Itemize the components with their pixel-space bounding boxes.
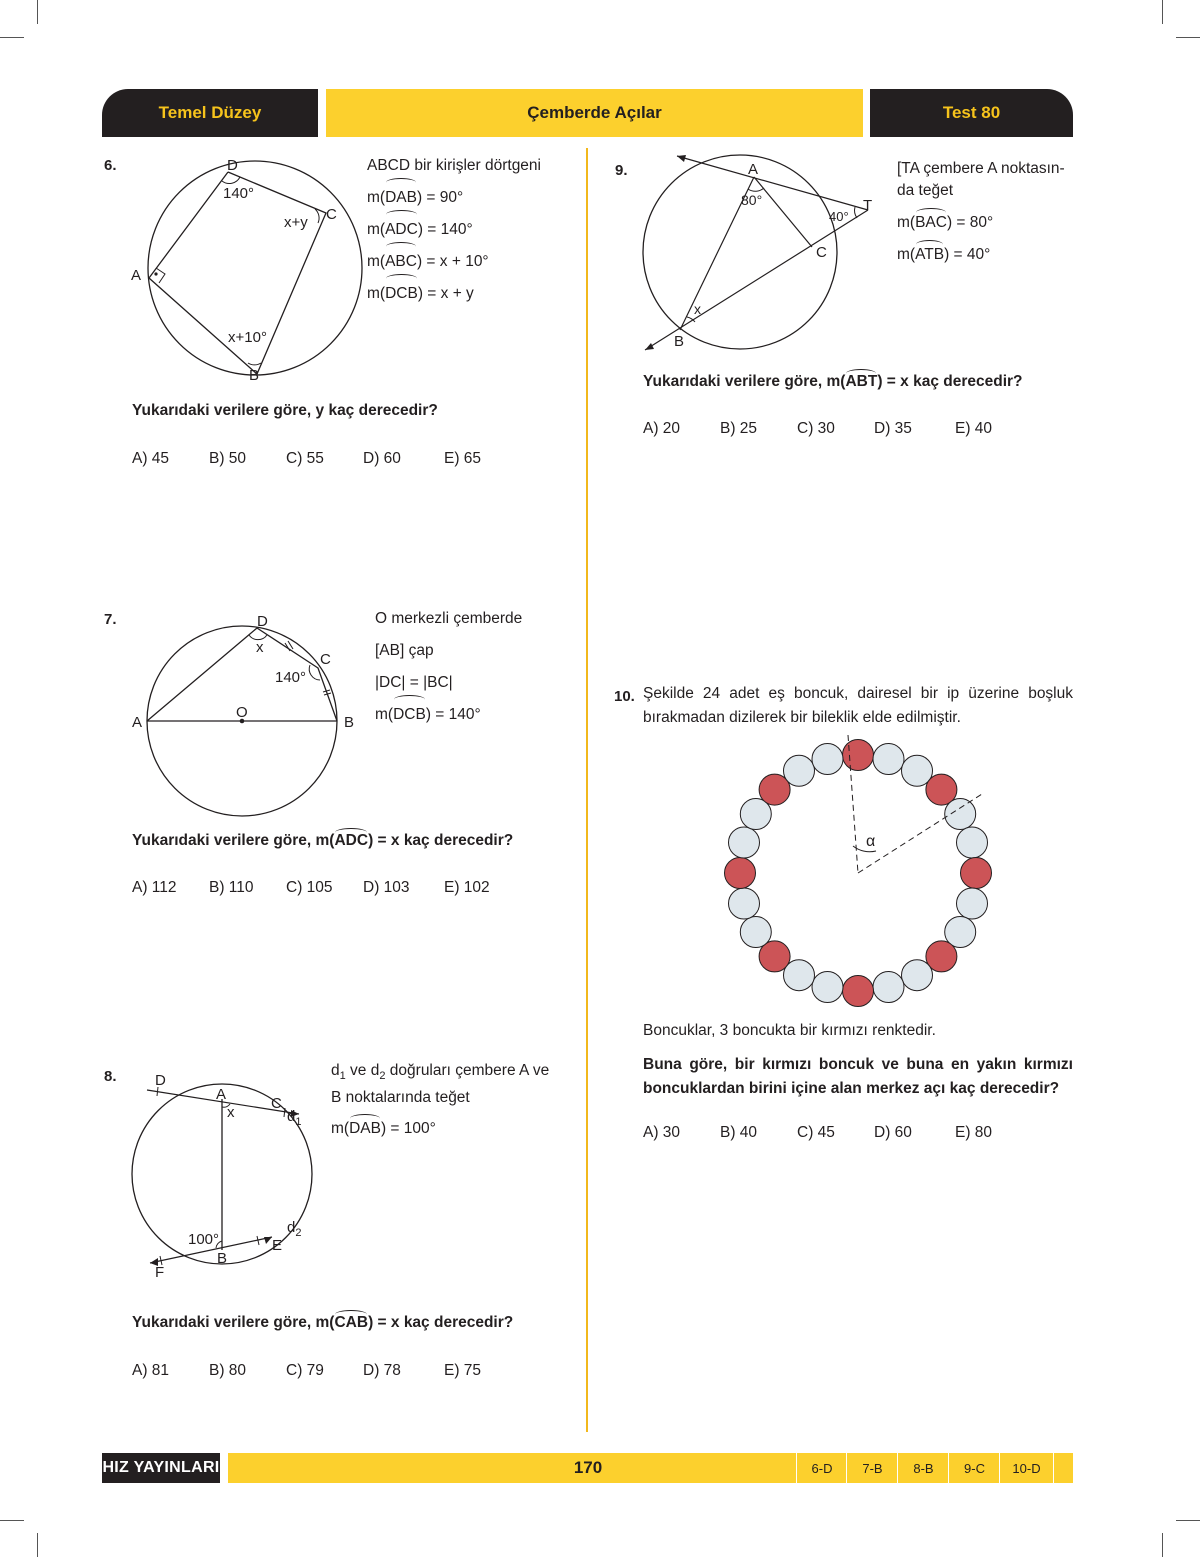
q7-given-3: |DC| = |BC| (375, 674, 453, 691)
crop-mark (37, 0, 38, 24)
q7-option-c[interactable]: C) 105 (286, 879, 333, 896)
q8-label-E: E (272, 1237, 283, 1254)
q8-label-D: D (155, 1072, 166, 1089)
q6-label-A: A (131, 267, 142, 284)
q8-option-c[interactable]: C) 79 (286, 1362, 324, 1379)
answer-key-7: 7-B (846, 1453, 898, 1483)
q10-option-d[interactable]: D) 60 (874, 1124, 912, 1141)
q6-option-a[interactable]: A) 45 (132, 450, 170, 467)
q9-label-A: A (748, 161, 759, 178)
q9-label-B: B (674, 333, 685, 350)
red-bead (843, 740, 874, 771)
q8-label-d1: $d_1$ (287, 1108, 302, 1128)
q9-angle-T: 40° (829, 209, 849, 224)
q8-option-d[interactable]: D) 78 (363, 1362, 401, 1379)
q9-given-4: m(ATB) = 40° (897, 244, 1065, 266)
q10-question-2: boncuklardan birini içine alan merkez açı kaç derecedir? (643, 1080, 1060, 1097)
q7-angle-C: 140° (275, 669, 307, 686)
q9-options (643, 420, 992, 438)
q6-givens (367, 150, 541, 310)
publisher-name: HIZ YAYINLARI (102, 1459, 220, 1476)
test-tab (870, 89, 1073, 137)
q8-label-d2: $d_2$ (287, 1219, 302, 1239)
q10-option-b[interactable]: B) 40 (720, 1124, 758, 1141)
q6-given-4: m(ABC) = x + 10° (367, 246, 541, 278)
white-bead (740, 917, 771, 948)
q6-option-c[interactable]: C) 55 (286, 450, 324, 467)
answer-key-6: 6-D (796, 1453, 847, 1483)
q8-figure (125, 1062, 325, 1287)
q9-option-c[interactable]: C) 30 (797, 420, 835, 437)
arc-ATB: ATB (915, 244, 944, 266)
white-bead (812, 972, 843, 1003)
q9-given-2: da teğet (897, 182, 954, 199)
q7-label-C: C (320, 651, 331, 668)
q8-option-e[interactable]: E) 75 (444, 1362, 482, 1379)
q10-option-c[interactable]: C) 45 (797, 1124, 835, 1141)
white-bead (945, 799, 976, 830)
red-bead (843, 976, 874, 1007)
q7-angle-D: x (256, 639, 264, 656)
q10-question (643, 1053, 1073, 1101)
arc-DAB: DAB (385, 182, 417, 214)
title-tab (326, 89, 863, 137)
page-number: 170 (573, 1458, 603, 1477)
q9-label-C: C (816, 244, 827, 261)
publisher-logo (102, 1453, 220, 1483)
q10-intro-2: bırakmadan dizilerek bir bileklik elde edilmiştir. (643, 709, 961, 726)
q7-label-D: D (257, 613, 268, 630)
q7-option-a[interactable]: A) 112 (132, 879, 177, 896)
question-8-number: 8. (104, 1068, 117, 1085)
q9-option-e[interactable]: E) 40 (955, 420, 993, 437)
q7-label-A: A (132, 714, 143, 731)
q9-option-d[interactable]: D) 35 (874, 420, 912, 437)
q7-figure (125, 605, 375, 825)
q6-given-3: m(ADC) = 140° (367, 214, 541, 246)
white-bead (873, 744, 904, 775)
arc-ADC: ADC (385, 214, 418, 246)
q8-question: Yukarıdaki verilere göre, m(CAB) = x kaç derecedir? (132, 1314, 514, 1331)
arc-DCB: DCB (385, 278, 418, 310)
q8-label-F: F (155, 1264, 165, 1281)
q8-option-b[interactable]: B) 80 (209, 1362, 247, 1379)
q7-givens (375, 603, 522, 731)
q6-angle-D: 140° (223, 185, 255, 202)
q7-given-1: O merkezli çemberde (375, 610, 523, 627)
q6-option-b[interactable]: B) 50 (209, 450, 247, 467)
q7-given-4: m(DCB) = 140° (375, 699, 522, 731)
q7-option-e[interactable]: E) 102 (444, 879, 490, 896)
q10-options (643, 1124, 992, 1142)
arc-CAB: CAB (334, 1314, 369, 1331)
q7-options (132, 879, 490, 897)
q8-options (132, 1362, 481, 1380)
q6-option-e[interactable]: E) 65 (444, 450, 482, 467)
crop-mark (1162, 1533, 1163, 1557)
q9-given-1: [TA çembere A noktasın- (897, 160, 1065, 177)
question-9-number: 9. (615, 162, 628, 179)
test-label: Test 80 (942, 103, 1001, 122)
q6-label-B: B (249, 367, 260, 384)
q10-intro (643, 682, 1073, 730)
q9-figure (635, 150, 895, 355)
q9-given-3: m(BAC) = 80° (897, 212, 1065, 234)
white-bead (957, 888, 988, 919)
crop-mark (0, 1520, 24, 1521)
q10-option-a[interactable]: A) 30 (643, 1124, 681, 1141)
q10-intro-1: Şekilde 24 adet eş boncuk, dairesel bir ip üzerine boşluk (643, 685, 1073, 702)
q8-angle-B: 100° (188, 1231, 220, 1248)
arc-ABT: ABT (845, 373, 878, 390)
q7-given-2: [AB] çap (375, 642, 434, 659)
q9-option-b[interactable]: B) 25 (720, 420, 758, 437)
q7-question: Yukarıdaki verilere göre, m(ADC) = x kaç derecedir? (132, 832, 514, 849)
q9-angle-x: x (694, 301, 701, 317)
question-10-number: 10. (614, 688, 635, 705)
answer-key-10: 10-D (999, 1453, 1054, 1483)
arc-ADC: ADC (334, 832, 369, 849)
q8-given-1: $d_1$ ve $d_2$ doğruları çembere A ve (331, 1062, 550, 1083)
white-bead (873, 972, 904, 1003)
q6-given-2: m(DAB) = 90° (367, 182, 541, 214)
white-bead (729, 827, 760, 858)
q8-givens (331, 1060, 549, 1139)
q9-option-a[interactable]: A) 20 (643, 420, 681, 437)
q7-option-b[interactable]: B) 110 (209, 879, 254, 896)
q6-figure (125, 150, 365, 390)
crop-mark (37, 1533, 38, 1557)
q10-option-e[interactable]: E) 80 (955, 1124, 993, 1141)
arc-ABC: ABC (385, 246, 417, 278)
q9-question: Yukarıdaki verilere göre, m(ABT) = x kaç derecedir? (643, 373, 1023, 390)
q6-options (132, 450, 481, 468)
q10-note: Boncuklar, 3 boncukta bir kırmızı renktedir. (643, 1022, 936, 1039)
q10-bracelet-figure (720, 733, 1000, 1013)
page-title: Çemberde Açılar (527, 103, 662, 122)
q7-option-d[interactable]: D) 103 (363, 879, 410, 896)
level-tab (102, 89, 318, 137)
level-label: Temel Düzey (158, 103, 262, 122)
q8-label-B: B (217, 1250, 228, 1267)
white-bead (812, 744, 843, 775)
white-bead (784, 755, 815, 786)
crop-mark (1162, 0, 1163, 24)
answer-key-9: 9-C (948, 1453, 1000, 1483)
q7-label-B: B (344, 714, 355, 731)
q8-given-2: B noktalarında teğet (331, 1089, 470, 1107)
q8-label-C: C (271, 1095, 282, 1112)
answer-key-8: 8-B (897, 1453, 949, 1483)
question-7-number: 7. (104, 611, 117, 628)
q8-label-A: A (216, 1086, 227, 1103)
arc-BAC: BAC (915, 212, 947, 234)
column-divider (586, 148, 588, 1432)
q6-given-5: m(DCB) = x + y (367, 278, 541, 310)
arc-DCB: DCB (393, 699, 426, 731)
red-bead (961, 858, 992, 889)
q6-label-C: C (326, 206, 337, 223)
q9-label-T: T (863, 197, 873, 214)
white-bead (957, 827, 988, 858)
q6-angle-B: x+10° (228, 329, 267, 346)
arc-DAB: DAB (349, 1120, 381, 1138)
crop-mark (1176, 37, 1200, 38)
q7-label-O: O (236, 704, 248, 721)
q9-angle-A: 80° (741, 192, 763, 208)
q6-question: Yukarıdaki verilere göre, y kaç derecedir? (132, 402, 438, 419)
q9-givens (897, 158, 1065, 266)
crop-mark (0, 37, 24, 38)
q10-question-1: Buna göre, bir kırmızı boncuk ve buna en yakın kırmızı (643, 1056, 1073, 1073)
question-6-number: 6. (104, 157, 117, 174)
q6-option-d[interactable]: D) 60 (363, 450, 401, 467)
q8-option-a[interactable]: A) 81 (132, 1362, 170, 1379)
q6-given-1: ABCD bir kirişler dörtgeni (367, 157, 541, 174)
q8-given-3: m(DAB) = 100° (331, 1120, 436, 1138)
q6-label-D: D (227, 157, 238, 174)
white-bead (902, 960, 933, 991)
crop-mark (1176, 1520, 1200, 1521)
q8-angle-x: x (227, 1104, 235, 1121)
white-bead (729, 888, 760, 919)
q10-alpha-label: α (866, 833, 876, 850)
q6-angle-C: x+y (284, 214, 308, 231)
red-bead (725, 858, 756, 889)
